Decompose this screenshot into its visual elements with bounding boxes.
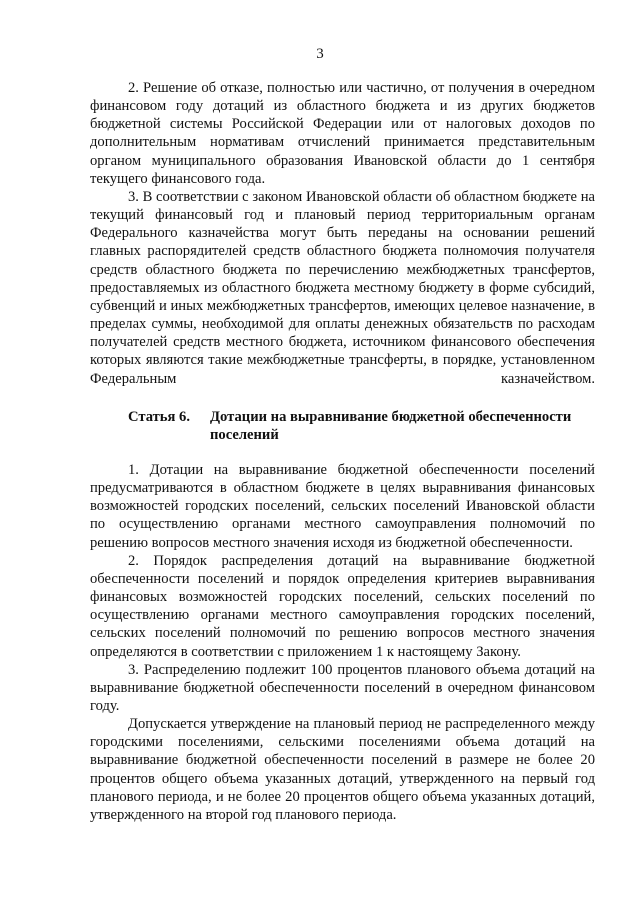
page-number: 3 (316, 46, 324, 62)
article-number: Статья 6. (128, 408, 190, 425)
article-title: Дотации на выравнивание бюджетной обеспеченности поселений (210, 408, 572, 443)
paragraph-distribution-share: 3. Распределению подлежит 100 процентов планового объема дотаций на выравнивание бюджетной обеспеченности поселений в очередном финансовом году. (90, 661, 595, 714)
paragraph-equalization-purpose: 1. Дотации на выравнивание бюджетной обеспеченности поселений предусматриваются в областном бюджете в целях выравнивания финансовых возможностей городских поселений, сельских поселений Ивановской области по осуществлению органами местного самоуправления полномочий по решению вопросов местного значения исходя из бюджетной обеспеченности. (90, 461, 595, 551)
paragraph-refusal-subsidies: 2. Решение об отказе, полностью или частично, от получения в очередном финансовом году дотаций из областного бюджета и из других бюджетов бюджетной системы Российской Федерации или от налоговых доходов по дополнительным нормативам отчислений принимается представительным органом муниципального образования Ивановской области до 1 сентября текущего финансового года. (90, 80, 595, 187)
paragraph-planning-period: Допускается утверждение на плановый период не распределенного между городскими поселениями, сельскими поселениями объема дотаций на выравнивание бюджетной обеспеченности поселений в размере не более 20 процентов общего объема указанных дотаций, утвержденного на первый год планового периода, и не более 20 процентов общего объема указанных дотаций, утвержденного на второй год планового периода. (90, 716, 595, 823)
paragraph-distribution-procedure: 2. Порядок распределения дотаций на выравнивание бюджетной обеспеченности поселений и порядок определения критериев выравнивания финансовых возможностей городских поселений, сельских поселений по осуществлению органами местного самоуправления городских поселений, сельских поселений полномочий по решению вопросов местного значения определяются в соответствии с приложением 1 к настоящему Закону. (90, 552, 595, 660)
paragraph-treasury-powers: 3. В соответствии с законом Ивановской области об областном бюджете на текущий финансовый год и плановый период территориальным органам Федерального казначейства могут быть переданы на основании решений главных распорядителей средств областного бюджета полномочия получателя средств областного бюджета по перечислению межбюджетных трансфертов, предоставляемых из областного бюджета местному бюджету в форме субсидий, субвенций и иных межбюджетных трансфертов, имеющих целевое назначение, в пределах суммы, необходимой для оплаты денежных обязательств по расходам получателей средств местного бюджета, источником финансового обеспечения которых являются такие межбюджетные трансферты, в порядке, установленном Федеральным казначейством. (90, 188, 595, 387)
article-heading (90, 408, 595, 444)
document-body (90, 79, 595, 824)
